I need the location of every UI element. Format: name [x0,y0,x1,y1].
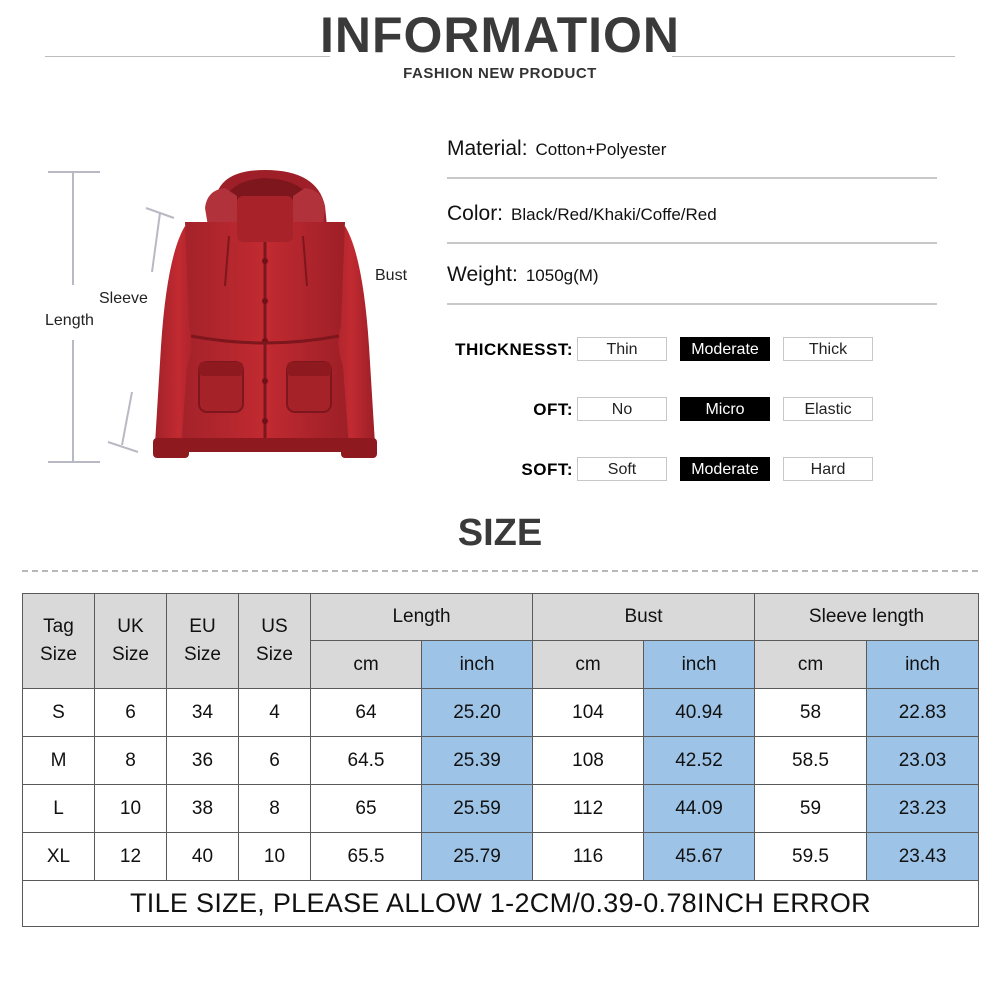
cell-length-cm: 65 [311,785,422,833]
cell-bust-cm: 116 [533,833,644,881]
cell-length-cm: 65.5 [311,833,422,881]
header-length-cm: cm [311,641,422,689]
header-eu-size: EU Size [167,594,239,689]
table-note-row [23,881,979,927]
cell-tag-size: S [23,689,95,737]
length-label: Length [45,312,94,329]
header-tag-size: Tag Size [23,594,95,689]
cell-sleeve-inch: 23.43 [867,833,979,881]
cell-uk-size: 12 [95,833,167,881]
cell-length-inch: 25.39 [422,737,533,785]
material-row [447,137,937,179]
cell-sleeve-cm: 58 [755,689,867,737]
header-sleeve-inch: inch [867,641,979,689]
size-note: TILE SIZE, PLEASE ALLOW 1-2CM/0.39-0.78INCH ERROR [23,881,979,927]
size-title: SIZE [457,512,543,554]
cell-tag-size: L [23,785,95,833]
cell-sleeve-cm: 58.5 [755,737,867,785]
page-subtitle: FASHION NEW PRODUCT [403,65,597,82]
color-label: Color: [447,202,504,225]
header-length-inch: inch [422,641,533,689]
cell-tag-size: XL [23,833,95,881]
header-length: Length [311,594,533,641]
oft-label: OFT: [533,400,573,419]
cell-bust-inch: 42.52 [644,737,755,785]
table-row [23,737,979,785]
cell-sleeve-inch: 22.83 [867,689,979,737]
table-row [23,689,979,737]
material-label: Material: [447,137,528,160]
soft-label: SOFT: [521,460,573,479]
bust-label: Bust [375,267,408,284]
cell-sleeve-cm: 59 [755,785,867,833]
jacket-image [145,166,385,466]
header-us-size: US Size [239,594,311,689]
cell-length-cm: 64.5 [311,737,422,785]
oft-option-elastic[interactable]: Elastic [783,397,873,421]
header-uk-size: UK Size [95,594,167,689]
oft-option-no[interactable]: No [577,397,667,421]
weight-value: 1050g(M) [525,266,599,285]
cell-tag-size: M [23,737,95,785]
cell-sleeve-inch: 23.03 [867,737,979,785]
cell-length-cm: 64 [311,689,422,737]
header-bust: Bust [533,594,755,641]
cell-eu-size: 38 [167,785,239,833]
cell-bust-inch: 40.94 [644,689,755,737]
weight-row [447,263,937,305]
table-row [23,785,979,833]
material-value: Cotton+Polyester [535,140,667,159]
cell-length-inch: 25.79 [422,833,533,881]
table-header-row [23,594,979,641]
cell-length-inch: 25.20 [422,689,533,737]
cell-sleeve-inch: 23.23 [867,785,979,833]
cell-eu-size: 34 [167,689,239,737]
thickness-label: THICKNESST: [455,340,573,359]
cell-eu-size: 36 [167,737,239,785]
table-row [23,833,979,881]
size-divider [22,570,978,572]
header-bust-inch: inch [644,641,755,689]
page-title: INFORMATION [319,7,681,63]
cell-bust-cm: 104 [533,689,644,737]
sleeve-label: Sleeve [99,290,148,307]
cell-uk-size: 6 [95,689,167,737]
cell-us-size: 6 [239,737,311,785]
header-bust-cm: cm [533,641,644,689]
cell-bust-inch: 45.67 [644,833,755,881]
cell-uk-size: 8 [95,737,167,785]
cell-sleeve-cm: 59.5 [755,833,867,881]
cell-bust-cm: 108 [533,737,644,785]
cell-eu-size: 40 [167,833,239,881]
thickness-option-moderate[interactable]: Moderate [680,337,770,361]
color-value: Black/Red/Khaki/Coffe/Red [511,205,717,224]
cell-us-size: 8 [239,785,311,833]
thickness-option-thin[interactable]: Thin [577,337,667,361]
soft-option-moderate[interactable]: Moderate [680,457,770,481]
header-sleeve-length: Sleeve length [755,594,979,641]
cell-length-inch: 25.59 [422,785,533,833]
cell-uk-size: 10 [95,785,167,833]
size-table [22,593,979,927]
thickness-option-thick[interactable]: Thick [783,337,873,361]
cell-us-size: 10 [239,833,311,881]
weight-label: Weight: [447,263,518,286]
oft-option-micro[interactable]: Micro [680,397,770,421]
cell-bust-cm: 112 [533,785,644,833]
soft-option-soft[interactable]: Soft [577,457,667,481]
color-row [447,202,937,244]
cell-bust-inch: 44.09 [644,785,755,833]
soft-option-hard[interactable]: Hard [783,457,873,481]
cell-us-size: 4 [239,689,311,737]
header-sleeve-cm: cm [755,641,867,689]
